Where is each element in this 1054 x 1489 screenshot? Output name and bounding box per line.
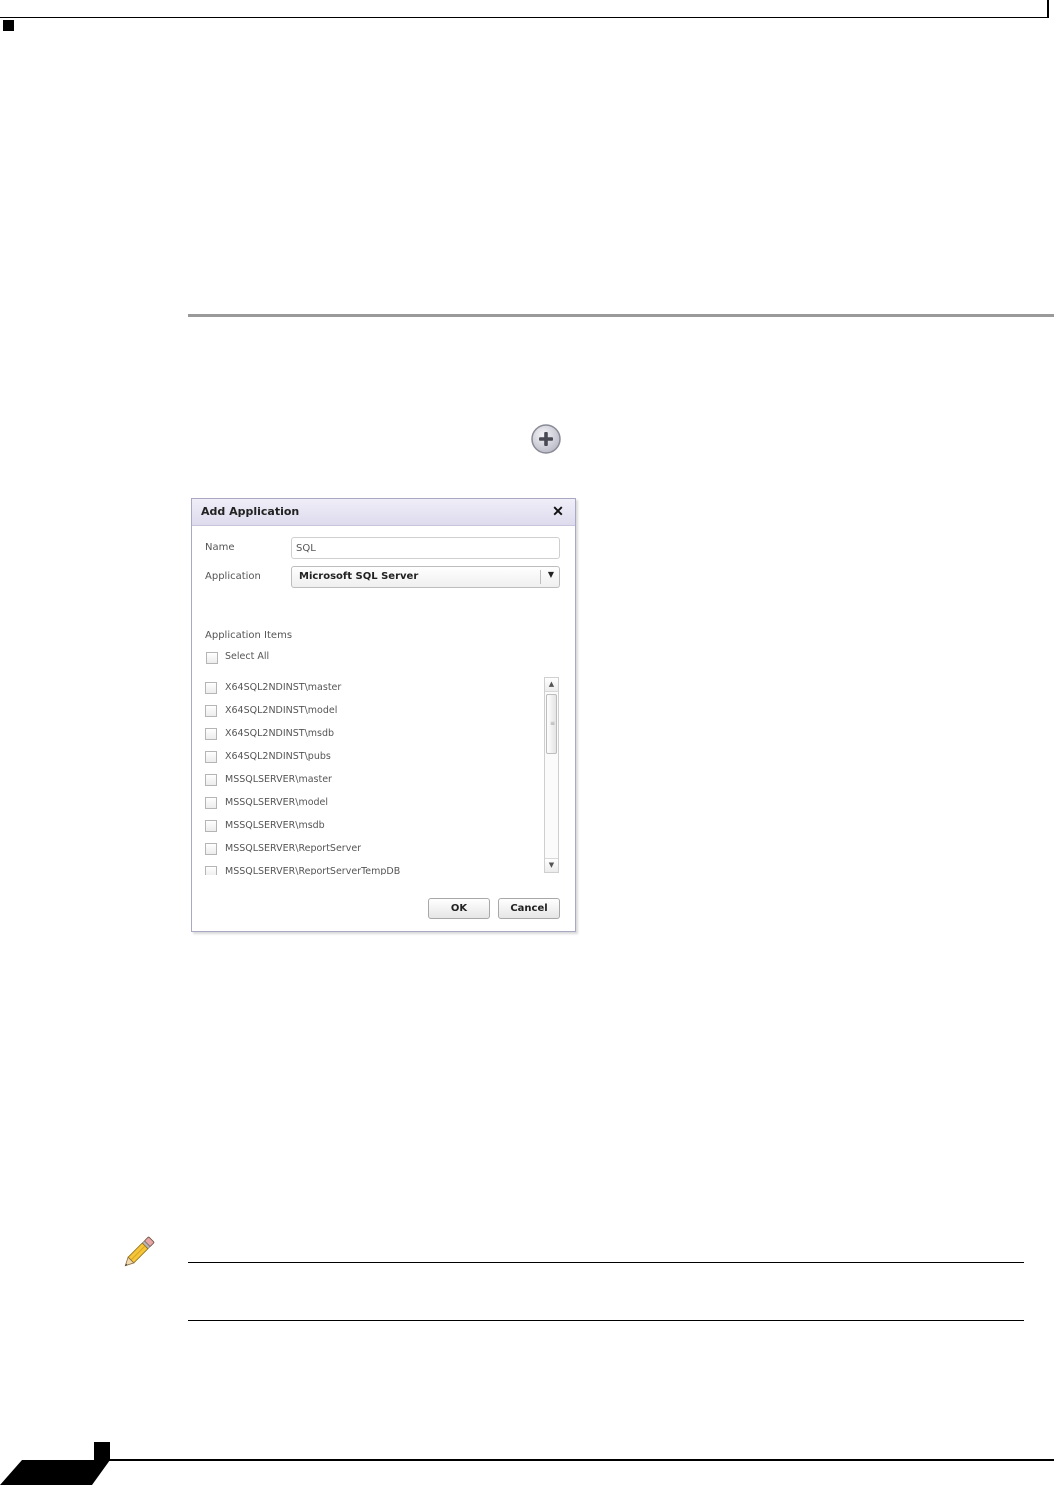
- item-checkbox[interactable]: [205, 751, 217, 763]
- item-label[interactable]: X64SQL2NDINST\msdb: [225, 728, 335, 739]
- plus-circle-icon[interactable]: [530, 423, 562, 455]
- list-item[interactable]: [202, 680, 532, 696]
- application-select[interactable]: [291, 566, 560, 588]
- item-label[interactable]: MSSQLSERVER\model: [225, 797, 329, 808]
- page-top-rule: [0, 17, 1048, 18]
- list-item[interactable]: [202, 749, 532, 765]
- select-all-checkbox[interactable]: [206, 652, 218, 664]
- list-item[interactable]: [202, 841, 532, 857]
- list-item[interactable]: [202, 703, 532, 719]
- item-label[interactable]: MSSQLSERVER\master: [225, 774, 332, 785]
- select-all-label[interactable]: Select All: [225, 651, 270, 662]
- list-item[interactable]: [202, 726, 532, 742]
- dialog-header: [192, 499, 575, 526]
- cancel-button[interactable]: Cancel: [498, 898, 560, 919]
- application-label: Application: [205, 571, 261, 582]
- item-checkbox[interactable]: [205, 843, 217, 855]
- name-input[interactable]: [291, 537, 560, 559]
- items-scrollbar[interactable]: [544, 677, 559, 873]
- item-label[interactable]: X64SQL2NDINST\master: [225, 682, 342, 693]
- grip-icon: ≡: [550, 720, 556, 727]
- item-label[interactable]: MSSQLSERVER\msdb: [225, 820, 325, 831]
- footer-page-tab: [0, 1442, 112, 1485]
- chevron-down-icon[interactable]: ▼: [547, 570, 554, 579]
- item-label[interactable]: MSSQLSERVER\ReportServerTempDB: [225, 866, 401, 875]
- item-checkbox[interactable]: [205, 866, 217, 875]
- section-divider: [188, 314, 1054, 317]
- item-checkbox[interactable]: [205, 820, 217, 832]
- page-top-rule-tick: [1047, 0, 1049, 18]
- application-items-label: Application Items: [205, 630, 293, 641]
- application-items-list: [202, 677, 560, 875]
- item-checkbox[interactable]: [205, 774, 217, 786]
- item-checkbox[interactable]: [205, 682, 217, 694]
- pencil-icon: [117, 1232, 159, 1274]
- item-label[interactable]: X64SQL2NDINST\pubs: [225, 751, 331, 762]
- application-select-value: Microsoft SQL Server: [299, 571, 419, 582]
- note-bottom-rule: [188, 1320, 1024, 1321]
- application-select-divider: [540, 570, 541, 584]
- name-label: Name: [205, 542, 235, 553]
- list-item[interactable]: [202, 818, 532, 834]
- note-top-rule: [188, 1262, 1024, 1263]
- scroll-thumb[interactable]: [546, 694, 557, 754]
- list-item[interactable]: [202, 772, 532, 788]
- scroll-down-icon[interactable]: ▼: [545, 858, 558, 872]
- dialog-title: Add Application: [201, 505, 300, 518]
- item-checkbox[interactable]: [205, 705, 217, 717]
- close-icon[interactable]: ✕: [552, 503, 564, 519]
- item-label[interactable]: X64SQL2NDINST\model: [225, 705, 338, 716]
- page-corner-marker: [3, 20, 14, 31]
- add-application-dialog: [191, 498, 576, 932]
- item-checkbox[interactable]: [205, 728, 217, 740]
- item-label[interactable]: MSSQLSERVER\ReportServer: [225, 843, 362, 854]
- list-item[interactable]: [202, 795, 532, 811]
- item-checkbox[interactable]: [205, 797, 217, 809]
- footer-rule: [100, 1459, 1054, 1461]
- scroll-up-icon[interactable]: ▲: [545, 678, 558, 692]
- list-item[interactable]: [202, 864, 532, 875]
- ok-button[interactable]: OK: [428, 898, 490, 919]
